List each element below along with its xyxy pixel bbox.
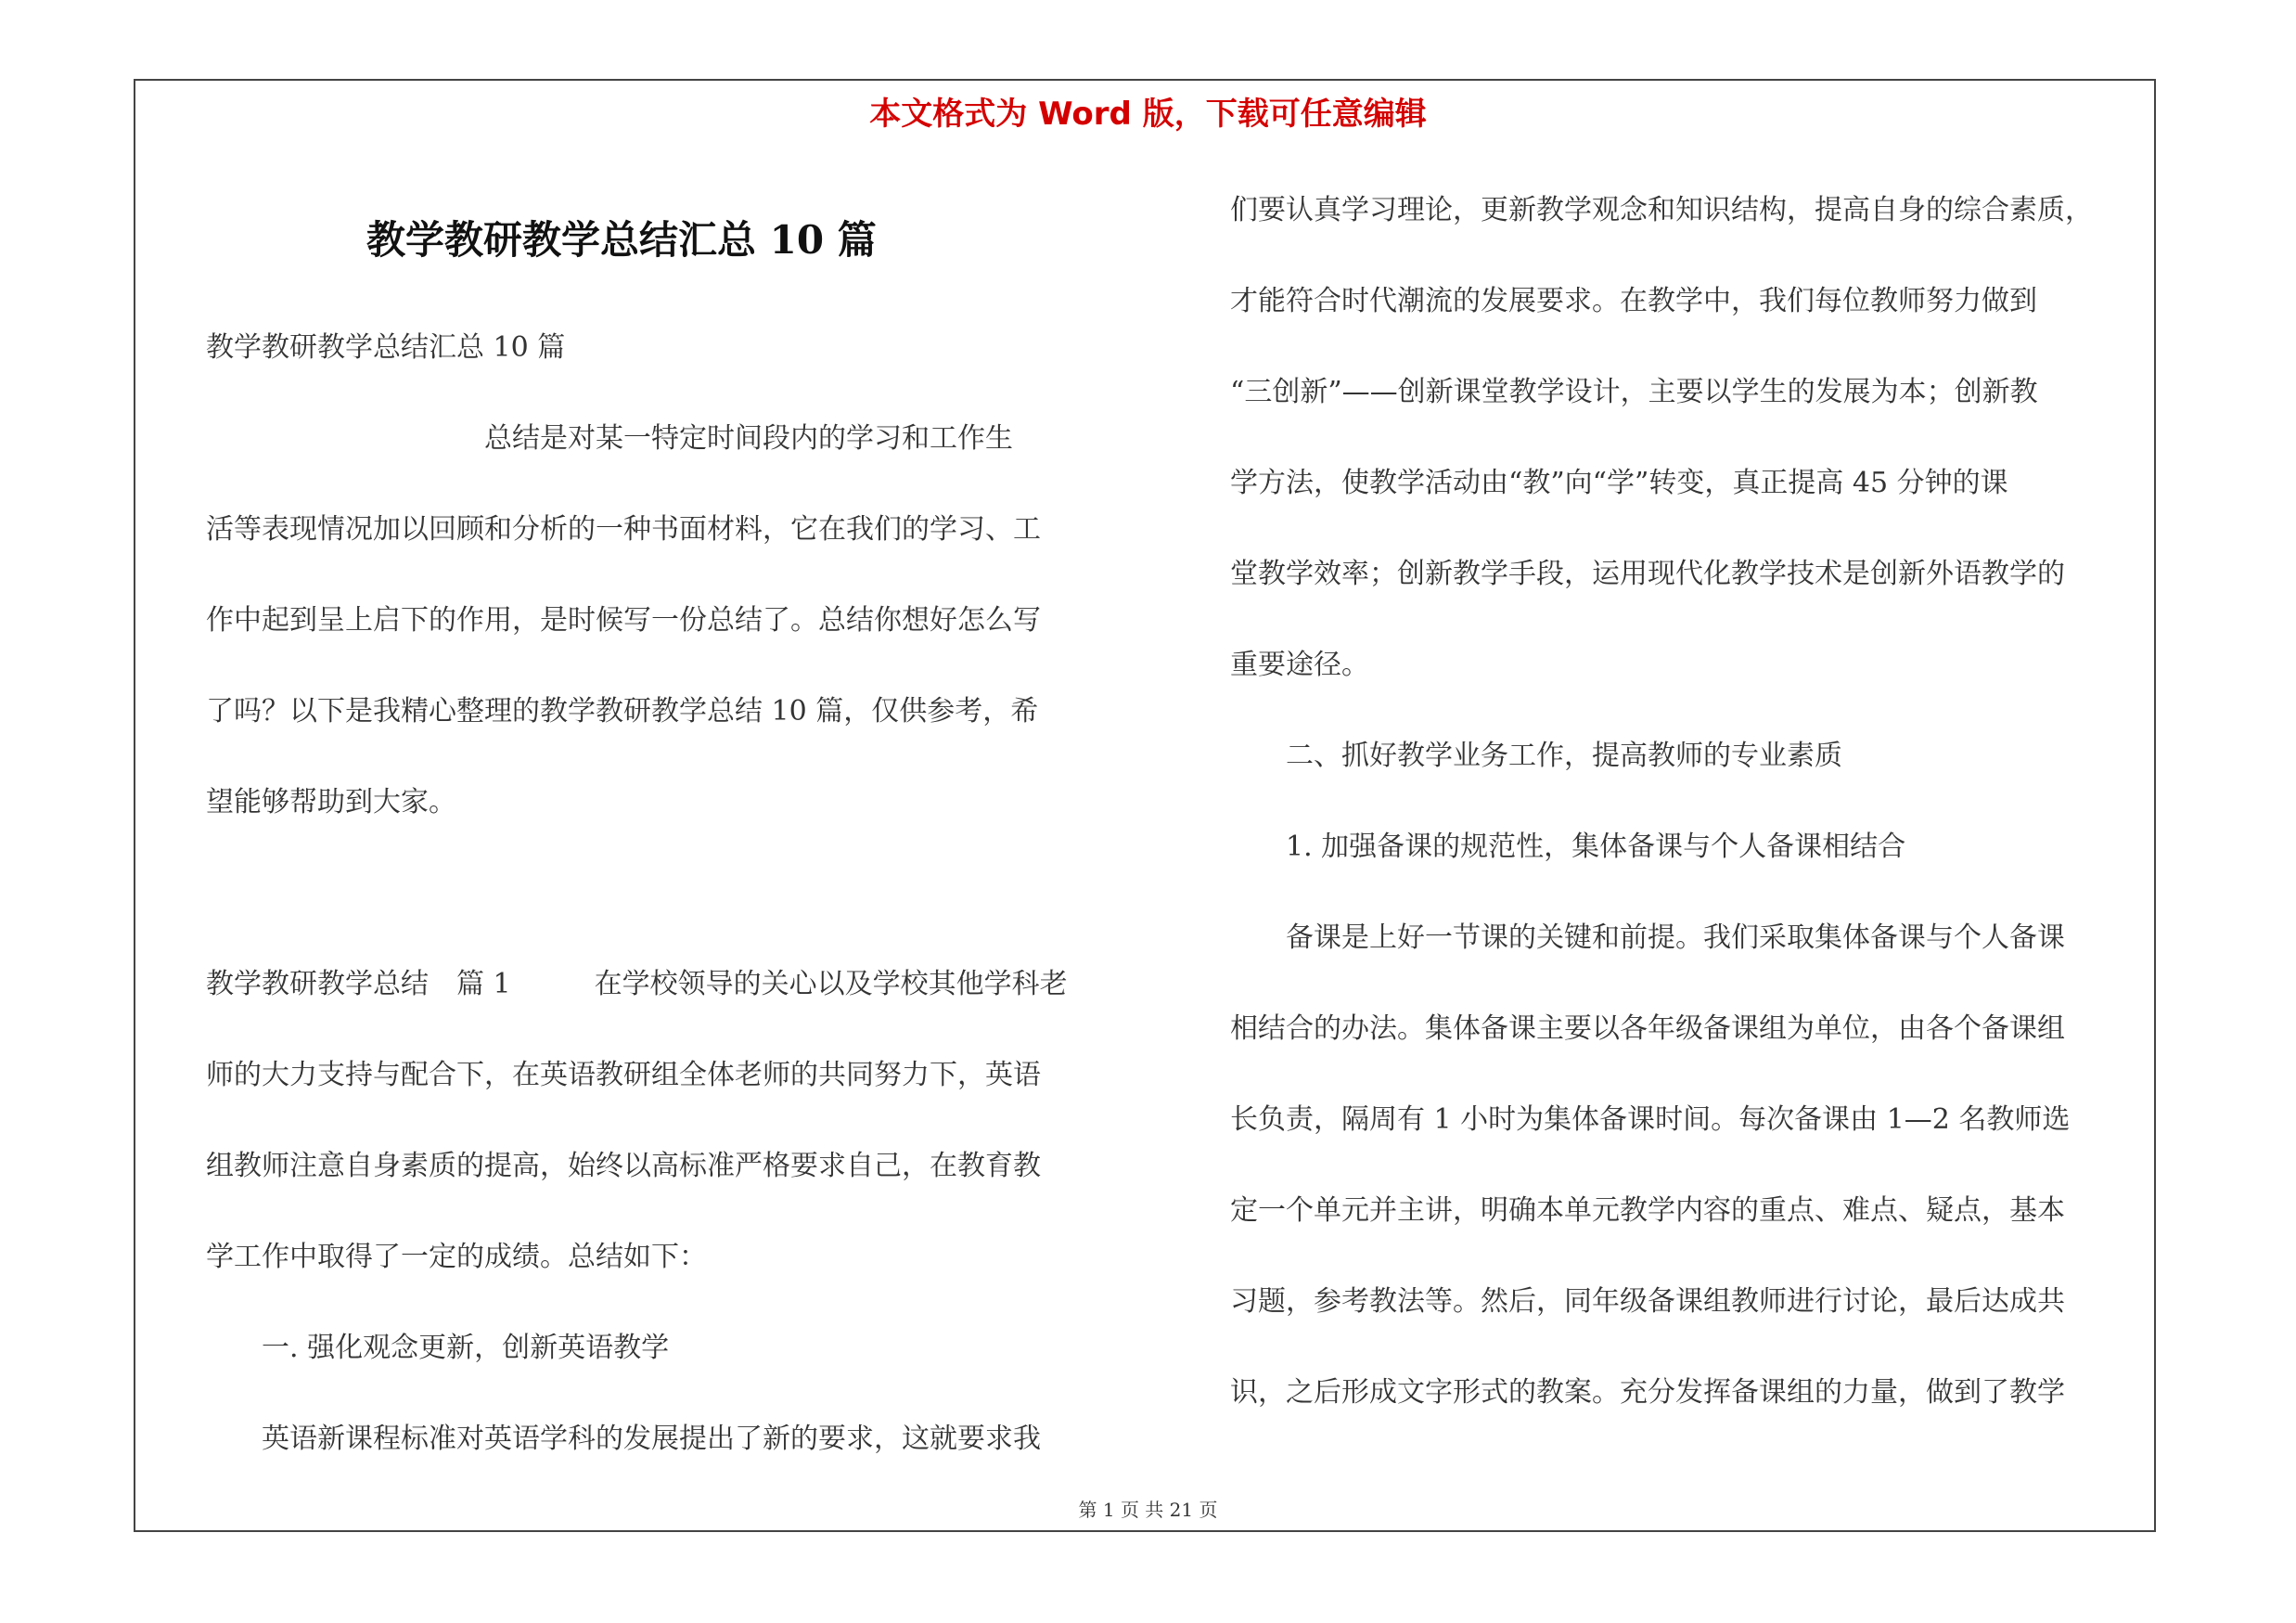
text-line: 作中起到呈上启下的作用，是时候写一份总结了。总结你想好怎么写 (206, 604, 1041, 637)
text-line: 教学教研教学总结 篇 1 在学校领导的关心以及学校其他学科老 (206, 968, 1068, 1000)
right-column (1230, 165, 2158, 1438)
text-line: 活等表现情况加以回顾和分析的一种书面材料，它在我们的学习、工 (206, 513, 1041, 546)
left-column (206, 303, 1134, 1485)
text-line: 学方法，使教学活动由“教”向“学”转变，真正提高 45 分钟的课 (1230, 467, 2008, 499)
text-line: 了吗？以下是我精心整理的教学教研教学总结 10 篇，仅供参考，希 (206, 695, 1039, 728)
text-line: 相结合的办法。集体备课主要以各年级备课组为单位，由各个备课组 (1230, 1012, 2065, 1045)
text-line: 重要途径。 (1230, 649, 1369, 681)
text-line: 学工作中取得了一定的成绩。总结如下： (206, 1241, 707, 1273)
text-line: 堂教学效率；创新教学手段，运用现代化教学技术是创新外语教学的 (1230, 558, 2065, 590)
text-line: “三创新”——创新课堂教学设计，主要以学生的发展为本；创新教 (1230, 376, 2038, 408)
text-line: 教学教研教学总结汇总 10 篇 (206, 331, 566, 364)
text-line: 总结是对某一特定时间段内的学习和工作生 (206, 422, 1013, 455)
text-line: 长负责，隔周有 1 小时为集体备课时间。每次备课由 1—2 名教师选 (1230, 1103, 2071, 1136)
text-line: 定一个单元并主讲，明确本单元教学内容的重点、难点、疑点，基本 (1230, 1194, 2065, 1227)
text-line: 望能够帮助到大家。 (206, 786, 456, 818)
text-line: 1. 加强备课的规范性，集体备课与个人备课相结合 (1230, 831, 1906, 863)
text-line: 备课是上好一节课的关键和前提。我们采取集体备课与个人备课 (1230, 921, 2065, 954)
text-line: 识，之后形成文字形式的教案。充分发挥备课组的力量，做到了教学 (1230, 1376, 2065, 1409)
text-line: 组教师注意自身素质的提高，始终以高标准严格要求自己，在教育教 (206, 1150, 1041, 1182)
blank-line (206, 848, 1134, 939)
text-line: 师的大力支持与配合下，在英语教研组全体老师的共同努力下，英语 (206, 1059, 1041, 1091)
text-line: 英语新课程标准对英语学科的发展提出了新的要求，这就要求我 (206, 1423, 1041, 1455)
text-line: 习题，参考教法等。然后，同年级备课组教师进行讨论，最后达成共 (1230, 1285, 2065, 1318)
document-title: 教学教研教学总结汇总 10 篇 (366, 217, 877, 263)
text-line: 一. 强化观念更新，创新英语教学 (206, 1332, 670, 1364)
text-line: 才能符合时代潮流的发展要求。在教学中，我们每位教师努力做到 (1230, 285, 2037, 317)
text-line: 们要认真学习理论，更新教学观念和知识结构，提高自身的综合素质， (1230, 194, 2093, 226)
page-number: 第 1 页 共 21 页 (1078, 1499, 1218, 1521)
format-banner: 本文格式为 Word 版，下载可任意编辑 (869, 96, 1427, 133)
text-line: 二、抓好教学业务工作，提高教师的专业素质 (1230, 740, 1842, 772)
